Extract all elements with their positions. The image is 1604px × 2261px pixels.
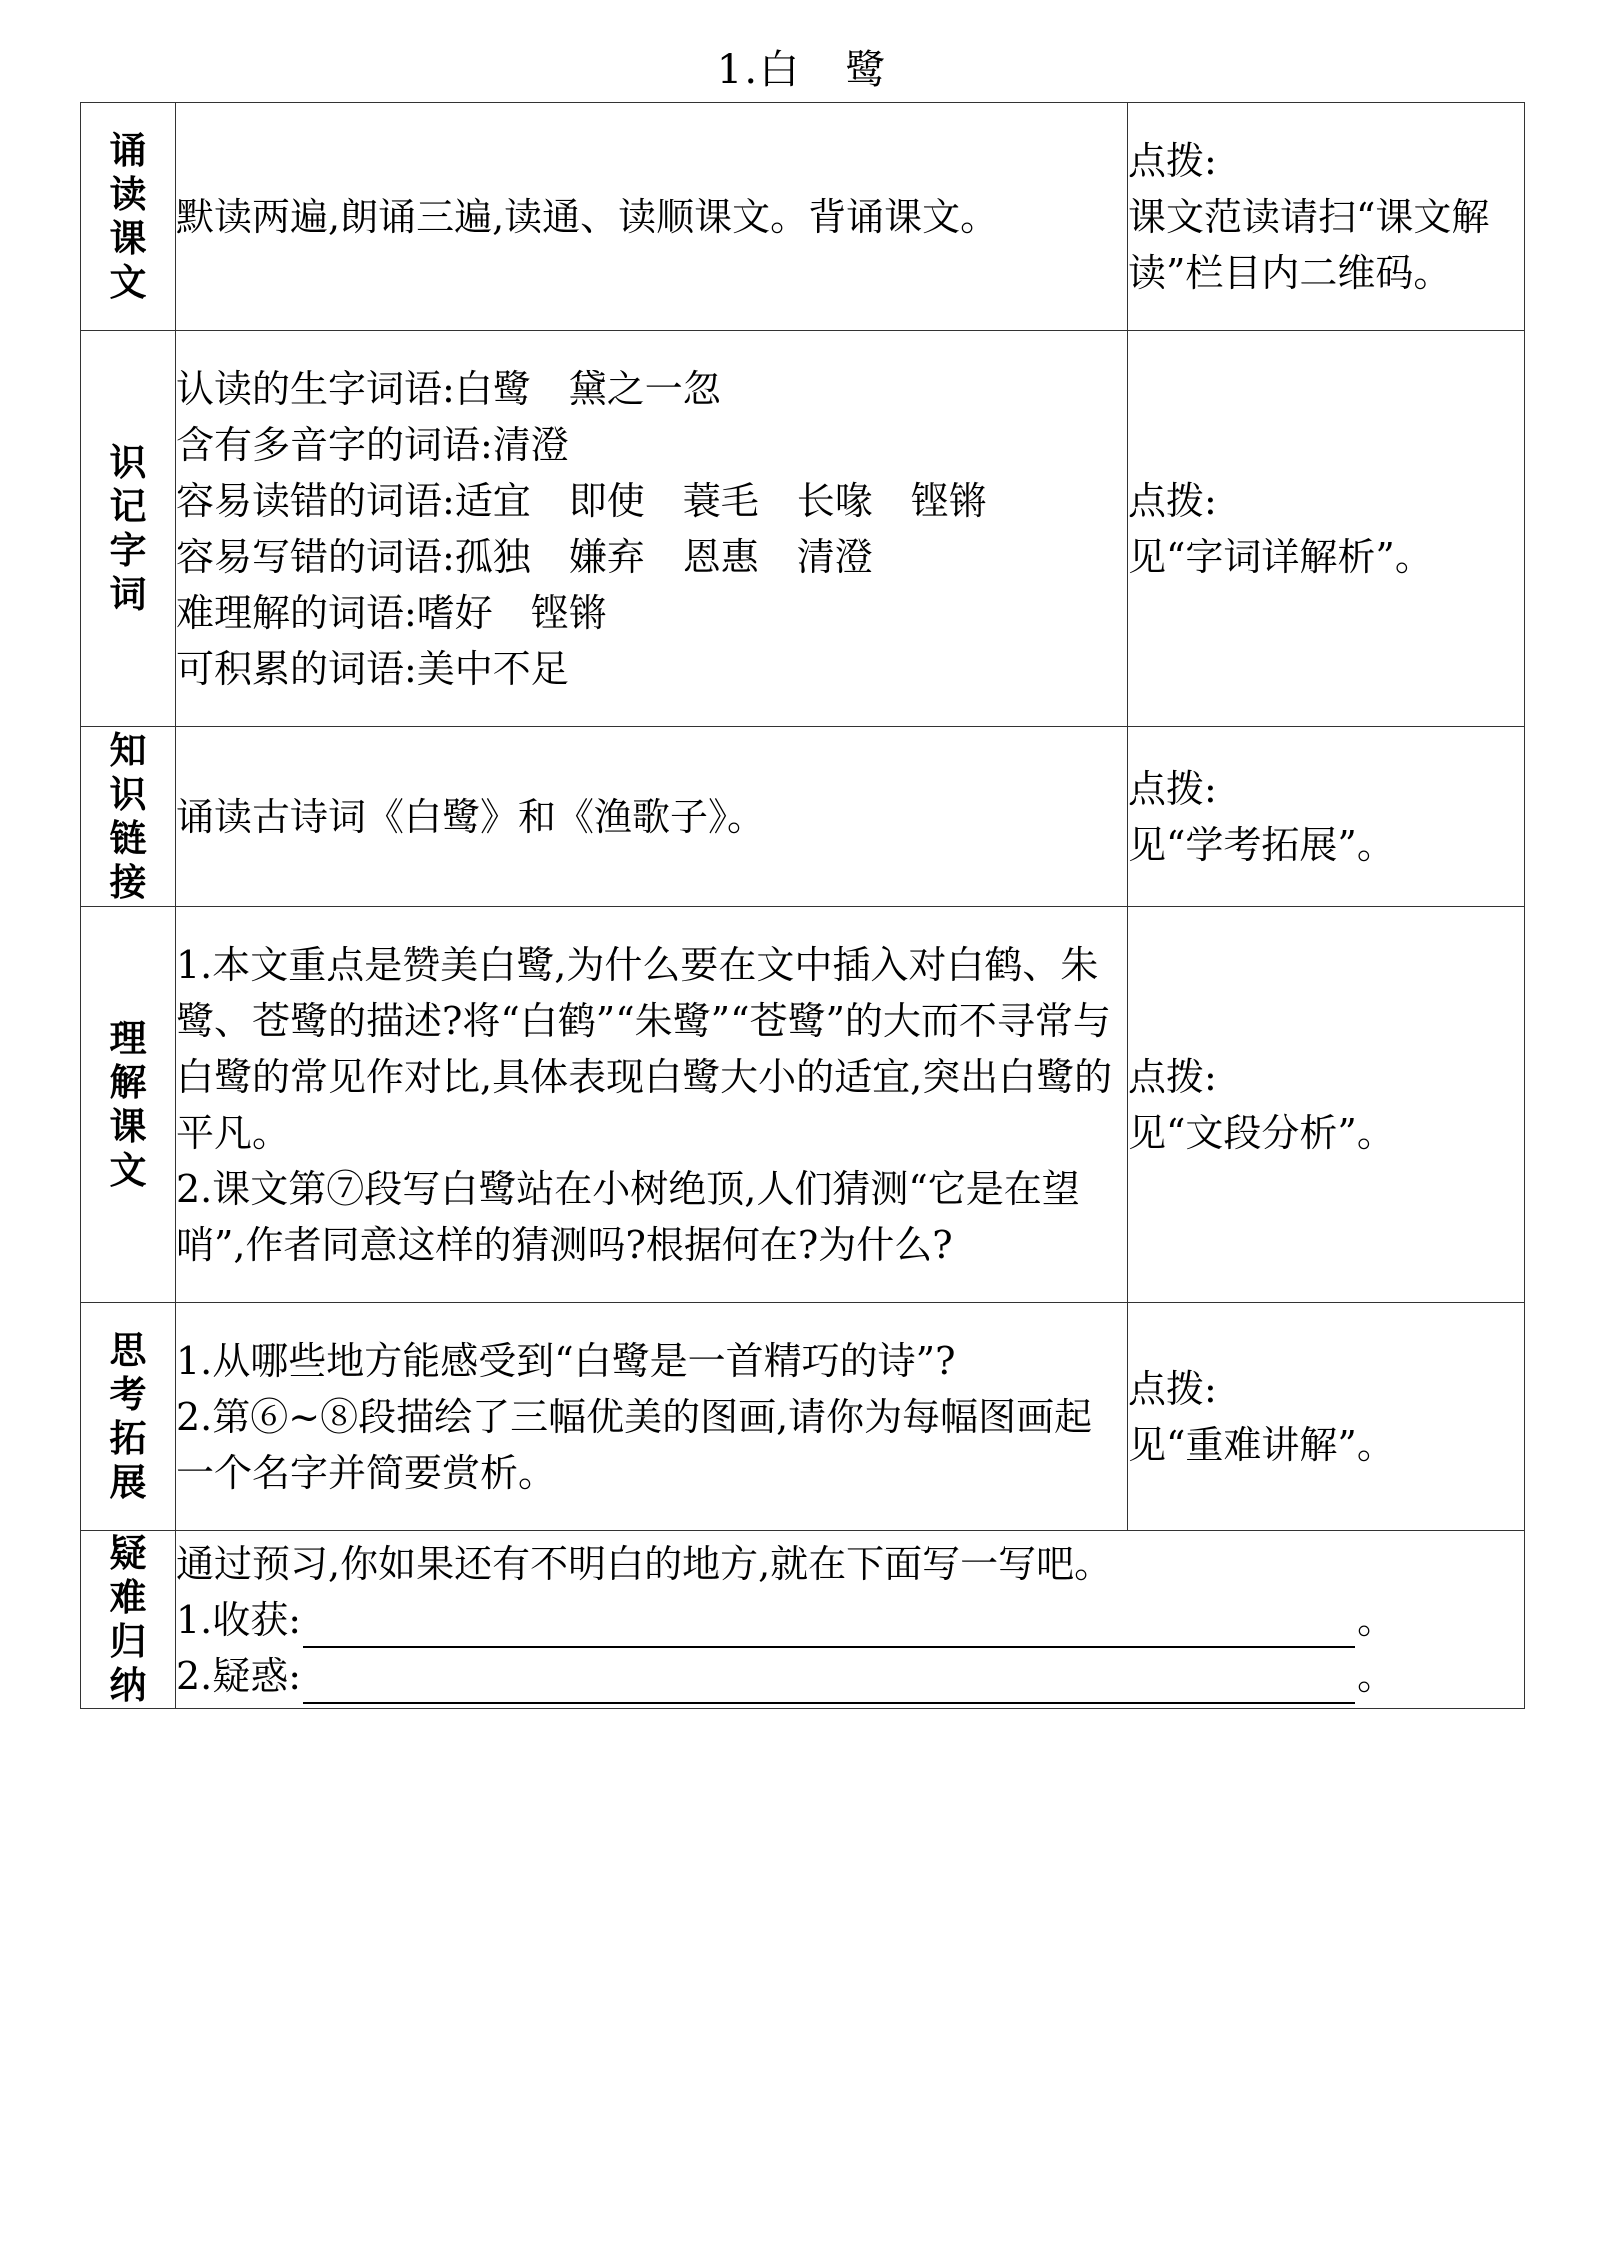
content-line: 通过预习,你如果还有不明白的地方,就在下面写一写吧。 [176, 1541, 1113, 1586]
section-label: 知识链接 [109, 728, 147, 904]
blank-suffix: 。 [1357, 1597, 1396, 1642]
section-content [176, 331, 1128, 727]
section-label: 思考拓展 [109, 1328, 147, 1504]
section-content [176, 727, 1128, 907]
content-line: 2.课文第⑦段写白鹭站在小树绝顶,人们猜测“它是在望哨”,作者同意这样的猜测吗?根据何在?为什么? [176, 1166, 1080, 1267]
content-line: 2.第⑥~⑧段描绘了三幅优美的图画,请你为每幅图画起一个名字并简要赏析。 [176, 1394, 1093, 1495]
section-content [176, 1531, 1525, 1709]
blank-suffix: 。 [1357, 1653, 1396, 1698]
section-label-cell [81, 907, 176, 1303]
section-label-cell [81, 103, 176, 331]
content-line: 1.从哪些地方能感受到“白鹭是一首精巧的诗”? [176, 1338, 956, 1383]
table-row [81, 1531, 1525, 1709]
harvest-answer-line[interactable] [303, 1606, 1355, 1648]
section-label-cell [81, 331, 176, 727]
harvest-blank-row [176, 1592, 1524, 1648]
hint-heading: 点拨: [1128, 1054, 1217, 1099]
doubt-blank-row [176, 1648, 1524, 1704]
section-label-cell [81, 1531, 176, 1709]
section-content [176, 907, 1128, 1303]
content-line: 难理解的词语:嗜好 铿锵 [176, 590, 607, 635]
content-line: 默读两遍,朗诵三遍,读通、读顺课文。背诵课文。 [176, 194, 999, 239]
table-row [81, 331, 1525, 727]
table-row [81, 1303, 1525, 1531]
section-content [176, 103, 1128, 331]
section-content [176, 1303, 1128, 1531]
title-number: 1.白 [716, 47, 802, 93]
content-line: 1.本文重点是赞美白鹭,为什么要在文中插入对白鹤、朱鹭、苍鹭的描述?将“白鹤”“朱鹭”“苍鹭”的大而不寻常与白鹭的常见作对比,具体表现白鹭大小的适宜,突出白鹭的平凡。 [176, 942, 1113, 1155]
title-char: 鹭 [845, 47, 888, 93]
section-label-cell [81, 727, 176, 907]
content-line: 含有多音字的词语:清澄 [176, 422, 569, 467]
hint-heading: 点拨: [1128, 478, 1217, 523]
blank-prefix: 1.收获: [176, 1597, 302, 1642]
hint-text: 见“重难讲解”。 [1128, 1422, 1395, 1467]
section-label: 诵读课文 [109, 128, 147, 304]
table-row [81, 907, 1525, 1303]
content-line: 容易写错的词语:孤独 嫌弃 恩惠 清澄 [176, 534, 873, 579]
content-line: 诵读古诗词《白鹭》和《渔歌子》。 [176, 794, 766, 839]
hint-cell [1128, 103, 1525, 331]
hint-cell [1128, 331, 1525, 727]
hint-text: 见“文段分析”。 [1128, 1110, 1395, 1155]
section-label: 理解课文 [109, 1016, 147, 1192]
hint-text: 见“字词详解析”。 [1128, 534, 1433, 579]
doubt-answer-line[interactable] [303, 1662, 1355, 1704]
section-label: 疑难归纳 [109, 1531, 147, 1707]
hint-heading: 点拨: [1128, 138, 1217, 183]
section-label: 识记字词 [109, 440, 147, 616]
section-label-cell [81, 1303, 176, 1531]
content-line: 认读的生字词语:白鹭 黛之一忽 [176, 366, 721, 411]
hint-text: 见“学考拓展”。 [1128, 822, 1395, 867]
blank-prefix: 2.疑惑: [176, 1653, 302, 1698]
hint-cell [1128, 727, 1525, 907]
hint-cell [1128, 1303, 1525, 1531]
hint-heading: 点拨: [1128, 766, 1217, 811]
hint-text: 课文范读请扫“课文解读”栏目内二维码。 [1128, 194, 1490, 295]
hint-heading: 点拨: [1128, 1366, 1217, 1411]
study-table [80, 102, 1525, 1709]
hint-cell [1128, 907, 1525, 1303]
page-title [0, 40, 1604, 100]
table-row [81, 727, 1525, 907]
table-row [81, 103, 1525, 331]
content-line: 容易读错的词语:适宜 即使 蓑毛 长喙 铿锵 [176, 478, 987, 523]
content-line: 可积累的词语:美中不足 [176, 646, 569, 691]
